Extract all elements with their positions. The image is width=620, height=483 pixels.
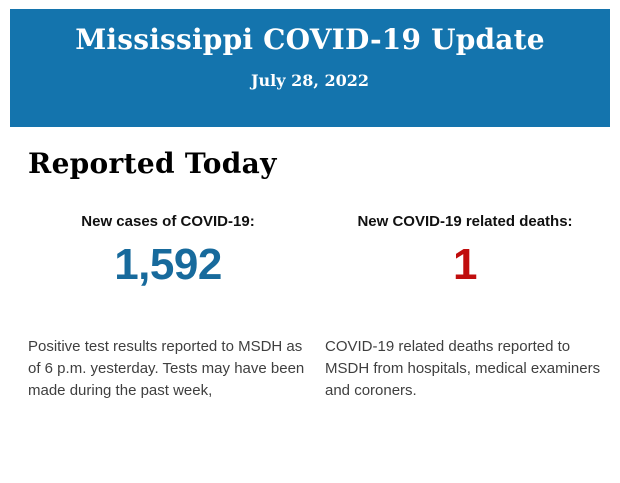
main-content	[0, 147, 620, 402]
stats-row	[28, 213, 610, 402]
header-banner	[10, 9, 610, 127]
stat-new-deaths	[325, 213, 605, 402]
section-title: Reported Today	[28, 147, 277, 180]
new-cases-label: New cases of COVID-19:	[81, 213, 255, 230]
new-cases-value: 1,592	[114, 240, 222, 289]
stat-new-cases	[28, 213, 308, 402]
header-date: July 28, 2022	[250, 71, 370, 90]
new-deaths-description: COVID-19 related deaths reported to MSDH from hospitals, medical examiners and coroners.	[325, 338, 601, 399]
page-title: Mississippi COVID-19 Update	[75, 23, 545, 56]
new-cases-description: Positive test results reported to MSDH as of 6 p.m. yesterday. Tests may have been made during the past week,	[28, 338, 305, 399]
new-deaths-label: New COVID-19 related deaths:	[357, 213, 573, 230]
new-deaths-value: 1	[453, 240, 477, 289]
